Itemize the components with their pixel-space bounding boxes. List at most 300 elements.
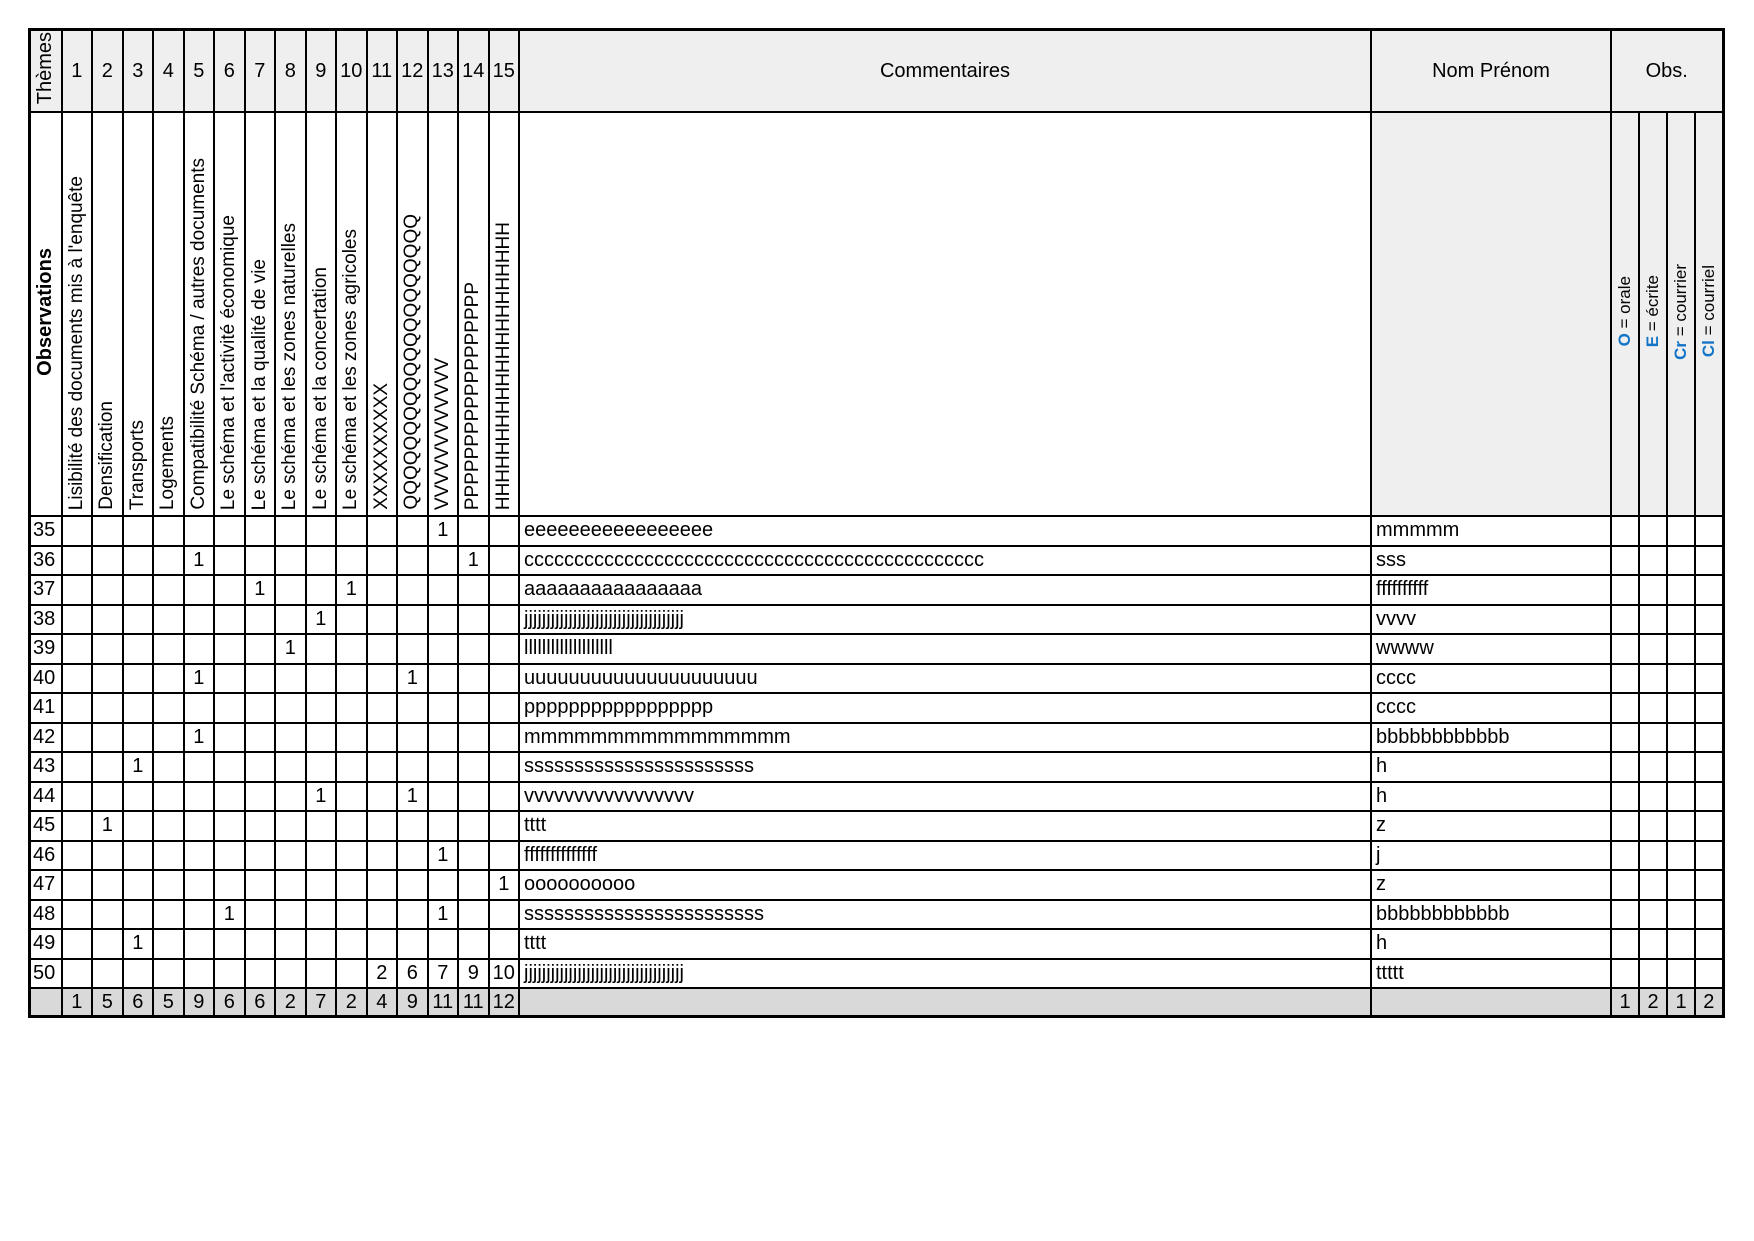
header-row-labels	[30, 112, 1724, 516]
obs-legend-text	[1699, 265, 1719, 357]
theme-value-cell	[214, 959, 245, 989]
theme-value-cell	[123, 723, 154, 753]
theme-label: Lisibilité des documents mis à l'enquête	[65, 175, 87, 510]
observation-row	[30, 605, 1724, 635]
theme-value-cell	[62, 870, 93, 900]
theme-value-cell	[367, 605, 398, 635]
theme-value-cell	[489, 752, 520, 782]
comment-cell: llllllllllllllllllll	[519, 634, 1371, 664]
theme-value-cell	[336, 811, 367, 841]
observation-row	[30, 693, 1724, 723]
theme-value-cell	[123, 841, 154, 871]
theme-number-header: 10	[336, 30, 367, 113]
theme-number-header: 4	[153, 30, 184, 113]
row-number-cell: 40	[30, 664, 62, 694]
observation-row	[30, 870, 1724, 900]
obs-value-cell	[1667, 634, 1695, 664]
theme-value-cell	[397, 752, 428, 782]
row-number-cell: 44	[30, 782, 62, 812]
theme-value-cell	[62, 929, 93, 959]
theme-label: PPPPPPPPPPPPPPPPPP	[462, 281, 484, 510]
theme-value-cell	[367, 929, 398, 959]
theme-value-cell: 1	[489, 870, 520, 900]
theme-value-cell	[214, 664, 245, 694]
obs-value-cell	[1667, 959, 1695, 989]
observation-row	[30, 929, 1724, 959]
totals-row	[30, 988, 1724, 1017]
obs-value-cell	[1639, 693, 1667, 723]
obs-value-cell	[1695, 811, 1723, 841]
theme-value-cell	[92, 723, 123, 753]
obs-value-cell	[1611, 959, 1639, 989]
theme-value-cell	[275, 782, 306, 812]
obs-value-cell	[1695, 752, 1723, 782]
comment-cell: tttt	[519, 811, 1371, 841]
theme-value-cell	[336, 900, 367, 930]
theme-value-cell	[397, 841, 428, 871]
theme-label-cell	[367, 112, 398, 516]
name-cell: ttttt	[1371, 959, 1611, 989]
theme-value-cell	[214, 752, 245, 782]
obs-value-cell	[1639, 516, 1667, 546]
theme-value-cell	[62, 664, 93, 694]
theme-value-cell	[336, 634, 367, 664]
theme-value-cell	[367, 723, 398, 753]
obs-legend-rest: = courrier	[1671, 263, 1690, 341]
theme-value-cell	[245, 900, 276, 930]
theme-value-cell	[92, 841, 123, 871]
theme-value-cell: 1	[306, 605, 337, 635]
observation-row	[30, 811, 1724, 841]
theme-value-cell	[184, 634, 215, 664]
theme-value-cell: 1	[92, 811, 123, 841]
theme-value-cell: 9	[458, 959, 489, 989]
theme-value-cell	[245, 870, 276, 900]
theme-value-cell	[62, 841, 93, 871]
theme-value-cell	[489, 929, 520, 959]
theme-value-cell: 1	[428, 516, 459, 546]
obs-value-cell	[1639, 870, 1667, 900]
comment-cell: oooooooooo	[519, 870, 1371, 900]
theme-label-cell	[275, 112, 306, 516]
theme-value-cell	[428, 870, 459, 900]
theme-value-cell	[62, 723, 93, 753]
theme-value-cell	[123, 575, 154, 605]
theme-label: VVVVVVVVVVVV	[431, 357, 453, 510]
obs-value-cell	[1611, 723, 1639, 753]
theme-value-cell	[275, 959, 306, 989]
theme-value-cell	[153, 782, 184, 812]
theme-value-cell	[367, 841, 398, 871]
theme-value-cell	[245, 516, 276, 546]
theme-label-cell	[184, 112, 215, 516]
name-cell: h	[1371, 752, 1611, 782]
theme-value-cell	[92, 929, 123, 959]
theme-value-cell	[184, 575, 215, 605]
table-body	[30, 516, 1724, 1017]
theme-value-cell	[336, 959, 367, 989]
theme-value-cell	[306, 575, 337, 605]
theme-value-cell	[153, 929, 184, 959]
obs-value-cell	[1639, 634, 1667, 664]
obs-value-cell	[1667, 929, 1695, 959]
totals-name-cell	[1371, 988, 1611, 1017]
theme-value-cell	[397, 546, 428, 576]
obs-value-cell	[1639, 752, 1667, 782]
theme-value-cell	[397, 516, 428, 546]
theme-value-cell	[458, 811, 489, 841]
obs-legend-cell	[1639, 112, 1667, 516]
theme-value-cell	[306, 664, 337, 694]
themes-header-cell	[30, 30, 62, 113]
theme-value-cell	[397, 900, 428, 930]
theme-number-header: 7	[245, 30, 276, 113]
name-cell: z	[1371, 811, 1611, 841]
theme-value-cell	[428, 782, 459, 812]
obs-value-cell	[1639, 575, 1667, 605]
obs-legend-code: O	[1615, 333, 1634, 347]
theme-label-cell	[153, 112, 184, 516]
theme-value-cell	[245, 693, 276, 723]
theme-value-cell	[489, 575, 520, 605]
theme-value-cell	[489, 811, 520, 841]
theme-value-cell	[153, 693, 184, 723]
theme-value-cell	[336, 664, 367, 694]
theme-value-cell	[489, 605, 520, 635]
theme-value-cell: 1	[184, 723, 215, 753]
obs-value-cell	[1611, 516, 1639, 546]
theme-total-cell: 6	[214, 988, 245, 1017]
theme-value-cell	[489, 782, 520, 812]
theme-value-cell	[92, 693, 123, 723]
theme-value-cell	[123, 811, 154, 841]
theme-value-cell	[428, 693, 459, 723]
theme-label-cell	[428, 112, 459, 516]
obs-value-cell	[1639, 782, 1667, 812]
theme-value-cell: 1	[123, 929, 154, 959]
theme-value-cell: 10	[489, 959, 520, 989]
theme-value-cell	[184, 841, 215, 871]
obs-value-cell	[1695, 634, 1723, 664]
theme-label-cell	[62, 112, 93, 516]
obs-value-cell	[1695, 900, 1723, 930]
theme-value-cell	[62, 575, 93, 605]
theme-value-cell	[428, 664, 459, 694]
theme-number-header: 5	[184, 30, 215, 113]
theme-value-cell	[62, 693, 93, 723]
theme-value-cell: 1	[428, 900, 459, 930]
comment-cell: jjjjjjjjjjjjjjjjjjjjjjjjjjjjjjjjjjjj	[519, 605, 1371, 635]
theme-value-cell: 7	[428, 959, 459, 989]
obs-value-cell	[1667, 900, 1695, 930]
theme-value-cell	[153, 634, 184, 664]
theme-value-cell	[458, 693, 489, 723]
obs-value-cell	[1695, 929, 1723, 959]
theme-value-cell	[336, 870, 367, 900]
theme-label: HHHHHHHHHHHHHHHHHHHHH	[492, 221, 514, 510]
obs-value-cell	[1667, 664, 1695, 694]
theme-value-cell	[275, 693, 306, 723]
theme-value-cell	[123, 782, 154, 812]
theme-value-cell	[458, 634, 489, 664]
obs-value-cell	[1695, 959, 1723, 989]
theme-value-cell	[92, 959, 123, 989]
theme-value-cell	[336, 605, 367, 635]
theme-number-header: 2	[92, 30, 123, 113]
theme-value-cell	[92, 575, 123, 605]
observation-row	[30, 959, 1724, 989]
obs-value-cell	[1695, 723, 1723, 753]
obs-value-cell	[1667, 605, 1695, 635]
theme-value-cell	[184, 870, 215, 900]
theme-value-cell	[245, 841, 276, 871]
theme-value-cell	[397, 811, 428, 841]
observation-row	[30, 664, 1724, 694]
theme-value-cell: 1	[184, 664, 215, 694]
obs-total-cell: 2	[1695, 988, 1723, 1017]
name-cell: ffffffffff	[1371, 575, 1611, 605]
theme-value-cell	[245, 546, 276, 576]
theme-value-cell	[458, 870, 489, 900]
comment-cell: ssssssssssssssssssssssss	[519, 900, 1371, 930]
theme-value-cell	[275, 664, 306, 694]
row-number-cell: 42	[30, 723, 62, 753]
theme-value-cell	[123, 546, 154, 576]
theme-value-cell	[275, 870, 306, 900]
row-number-cell: 37	[30, 575, 62, 605]
theme-number-header: 12	[397, 30, 428, 113]
theme-value-cell: 2	[367, 959, 398, 989]
theme-value-cell	[367, 870, 398, 900]
obs-total-cell: 1	[1611, 988, 1639, 1017]
theme-total-cell: 9	[184, 988, 215, 1017]
theme-value-cell	[428, 575, 459, 605]
theme-value-cell	[428, 811, 459, 841]
theme-value-cell: 1	[245, 575, 276, 605]
theme-value-cell	[92, 782, 123, 812]
theme-label-cell	[306, 112, 337, 516]
commentaires-header-cell: Commentaires	[519, 30, 1371, 113]
theme-value-cell	[92, 664, 123, 694]
row-number-cell: 47	[30, 870, 62, 900]
theme-value-cell	[306, 693, 337, 723]
theme-value-cell	[184, 516, 215, 546]
theme-value-cell	[306, 546, 337, 576]
theme-value-cell	[245, 929, 276, 959]
theme-value-cell: 1	[397, 664, 428, 694]
theme-value-cell	[458, 782, 489, 812]
row-number-cell: 43	[30, 752, 62, 782]
theme-value-cell	[153, 516, 184, 546]
theme-value-cell	[62, 782, 93, 812]
obs-legend-rest: = orale	[1615, 276, 1634, 334]
theme-value-cell	[62, 752, 93, 782]
theme-label: Le schéma et la qualité de vie	[248, 258, 270, 510]
name-cell: vvvv	[1371, 605, 1611, 635]
theme-label: Le schéma et les zones agricoles	[340, 229, 362, 510]
obs-legend-code: Cl	[1698, 340, 1718, 358]
theme-value-cell	[428, 723, 459, 753]
theme-value-cell	[306, 900, 337, 930]
theme-value-cell	[92, 900, 123, 930]
name-cell: sss	[1371, 546, 1611, 576]
theme-total-cell: 9	[397, 988, 428, 1017]
obs-value-cell	[1639, 900, 1667, 930]
theme-value-cell: 1	[275, 634, 306, 664]
obs-value-cell	[1611, 546, 1639, 576]
theme-label: Le schéma et la concertation	[309, 267, 331, 510]
theme-value-cell	[123, 959, 154, 989]
theme-value-cell	[184, 959, 215, 989]
obs-value-cell	[1639, 664, 1667, 694]
obs-value-cell	[1667, 841, 1695, 871]
theme-value-cell: 1	[458, 546, 489, 576]
theme-label: QQQQQQQQQQQQQQQQQQQQ	[401, 214, 423, 510]
theme-value-cell	[458, 723, 489, 753]
theme-value-cell	[306, 929, 337, 959]
theme-label-cell	[489, 112, 520, 516]
theme-value-cell	[367, 516, 398, 546]
obs-value-cell	[1695, 664, 1723, 694]
theme-number-header: 13	[428, 30, 459, 113]
obs-value-cell	[1611, 575, 1639, 605]
theme-value-cell	[336, 693, 367, 723]
nom-prenom-header-cell: Nom Prénom	[1371, 30, 1611, 113]
comment-cell: aaaaaaaaaaaaaaaa	[519, 575, 1371, 605]
obs-legend-cell	[1611, 112, 1639, 516]
theme-value-cell	[214, 723, 245, 753]
theme-value-cell	[153, 870, 184, 900]
obs-value-cell	[1667, 870, 1695, 900]
theme-value-cell	[275, 900, 306, 930]
theme-value-cell	[123, 664, 154, 694]
theme-total-cell: 1	[62, 988, 93, 1017]
theme-number-header: 11	[367, 30, 398, 113]
theme-value-cell	[92, 870, 123, 900]
name-cell: z	[1371, 870, 1611, 900]
obs-value-cell	[1667, 693, 1695, 723]
theme-value-cell	[62, 900, 93, 930]
theme-value-cell	[62, 516, 93, 546]
theme-value-cell	[336, 516, 367, 546]
obs-value-cell	[1611, 841, 1639, 871]
theme-value-cell: 6	[397, 959, 428, 989]
theme-value-cell	[214, 634, 245, 664]
theme-value-cell	[489, 516, 520, 546]
obs-legend-text	[1643, 275, 1663, 347]
obs-value-cell	[1639, 929, 1667, 959]
theme-value-cell	[184, 605, 215, 635]
theme-value-cell	[489, 900, 520, 930]
observation-row	[30, 546, 1724, 576]
obs-legend-cell	[1667, 112, 1695, 516]
theme-value-cell	[214, 870, 245, 900]
obs-value-cell	[1639, 841, 1667, 871]
theme-value-cell	[275, 575, 306, 605]
theme-value-cell	[367, 575, 398, 605]
theme-label-cell	[123, 112, 154, 516]
theme-value-cell	[275, 929, 306, 959]
theme-value-cell	[184, 693, 215, 723]
obs-value-cell	[1695, 841, 1723, 871]
row-number-cell: 41	[30, 693, 62, 723]
obs-value-cell	[1667, 782, 1695, 812]
theme-value-cell	[245, 605, 276, 635]
theme-value-cell	[184, 900, 215, 930]
theme-value-cell	[489, 664, 520, 694]
theme-value-cell	[245, 752, 276, 782]
theme-value-cell	[428, 546, 459, 576]
name-cell: mmmmm	[1371, 516, 1611, 546]
theme-value-cell	[367, 693, 398, 723]
theme-total-cell: 5	[92, 988, 123, 1017]
theme-value-cell: 1	[306, 782, 337, 812]
obs-value-cell	[1611, 752, 1639, 782]
name-cell: h	[1371, 929, 1611, 959]
theme-value-cell	[306, 811, 337, 841]
theme-value-cell	[62, 634, 93, 664]
observation-row	[30, 634, 1724, 664]
observation-row	[30, 782, 1724, 812]
observations-table	[28, 28, 1725, 1018]
theme-value-cell	[153, 546, 184, 576]
theme-value-cell	[336, 752, 367, 782]
obs-value-cell	[1611, 782, 1639, 812]
theme-value-cell	[245, 664, 276, 694]
name-cell: bbbbbbbbbbbb	[1371, 900, 1611, 930]
obs-value-cell	[1695, 546, 1723, 576]
row-number-cell: 45	[30, 811, 62, 841]
theme-value-cell	[153, 664, 184, 694]
theme-value-cell	[245, 959, 276, 989]
theme-value-cell	[123, 693, 154, 723]
theme-value-cell	[428, 605, 459, 635]
obs-value-cell	[1667, 516, 1695, 546]
theme-value-cell	[275, 723, 306, 753]
theme-value-cell	[367, 664, 398, 694]
obs-value-cell	[1667, 811, 1695, 841]
theme-total-cell: 7	[306, 988, 337, 1017]
name-cell: h	[1371, 782, 1611, 812]
obs-value-cell	[1639, 811, 1667, 841]
obs-value-cell	[1611, 605, 1639, 635]
comment-cell: vvvvvvvvvvvvvvvvv	[519, 782, 1371, 812]
obs-header-cell: Obs.	[1611, 30, 1723, 113]
theme-value-cell	[458, 752, 489, 782]
theme-value-cell	[275, 752, 306, 782]
theme-value-cell	[397, 693, 428, 723]
comment-cell: eeeeeeeeeeeeeeeee	[519, 516, 1371, 546]
theme-value-cell	[367, 634, 398, 664]
theme-value-cell	[214, 575, 245, 605]
row-number-cell: 48	[30, 900, 62, 930]
theme-total-cell: 11	[458, 988, 489, 1017]
theme-label-cell	[245, 112, 276, 516]
theme-value-cell	[184, 752, 215, 782]
theme-value-cell	[306, 723, 337, 753]
theme-value-cell	[245, 811, 276, 841]
theme-total-cell: 2	[275, 988, 306, 1017]
theme-total-cell: 6	[123, 988, 154, 1017]
theme-number-header: 14	[458, 30, 489, 113]
commentaires-spacer-cell	[519, 112, 1371, 516]
theme-value-cell	[92, 752, 123, 782]
theme-value-cell	[489, 841, 520, 871]
theme-label: XXXXXXXXXX	[370, 383, 392, 510]
theme-value-cell	[397, 605, 428, 635]
theme-value-cell	[92, 605, 123, 635]
theme-total-cell: 5	[153, 988, 184, 1017]
